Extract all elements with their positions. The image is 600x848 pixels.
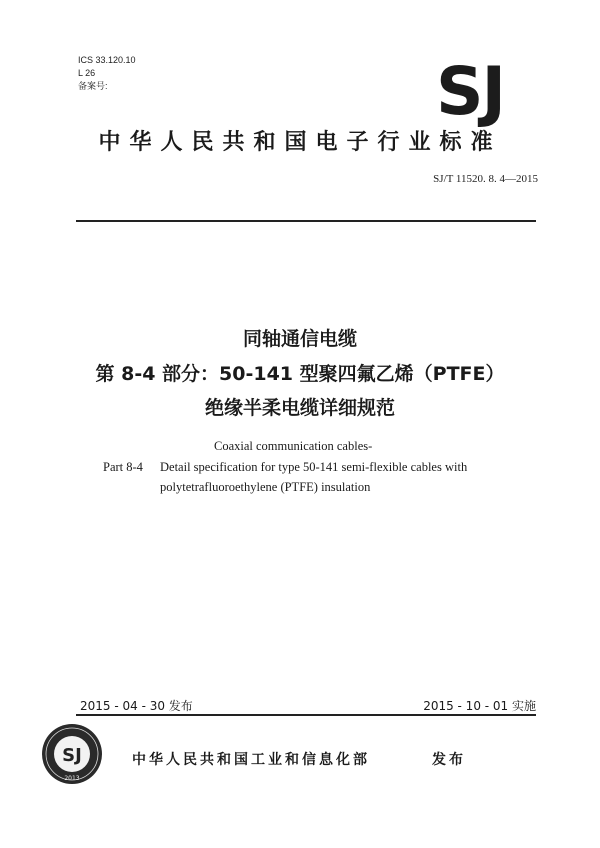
top-rule — [76, 220, 536, 222]
title-en-line3: polytetrafluoroethylene (PTFE) insulation — [160, 480, 371, 494]
issue-action: 发布 — [432, 752, 466, 768]
bottom-rule — [76, 714, 536, 716]
standard-title: 中华人民共和国电子行业标准 — [98, 130, 502, 155]
sj-seal-icon — [40, 722, 104, 786]
l-code: L 26 — [78, 68, 96, 78]
implementation-date: 2015 - 10 - 01 实施 — [423, 699, 536, 713]
title-cn-line2: 第 8-4 部分：50-141 型聚四氟乙烯（PTFE） — [95, 363, 505, 385]
issuer-name: 中华人民共和国工业和信息化部 — [132, 752, 370, 768]
title-en-part-label: Part 8-4 — [103, 460, 143, 474]
issue-date: 2015 - 04 - 30 发布 — [80, 699, 193, 713]
title-en-line1: Coaxial communication cables- — [214, 439, 373, 453]
record-number-label: 备案号: — [78, 81, 108, 91]
title-en-line2: Detail specification for type 50-141 semi-flexible cables with — [160, 460, 468, 474]
title-cn-line3: 绝缘半柔电缆详细规范 — [204, 397, 395, 419]
sj-logo: SJ — [435, 53, 505, 130]
ics-code: ICS 33.120.10 — [78, 55, 136, 65]
seal-text: SJ — [62, 745, 82, 766]
title-cn-line1: 同轴通信电缆 — [242, 328, 357, 350]
standard-number: SJ/T 11520. 8. 4—2015 — [433, 173, 538, 185]
seal-year: 2013 — [64, 775, 80, 782]
